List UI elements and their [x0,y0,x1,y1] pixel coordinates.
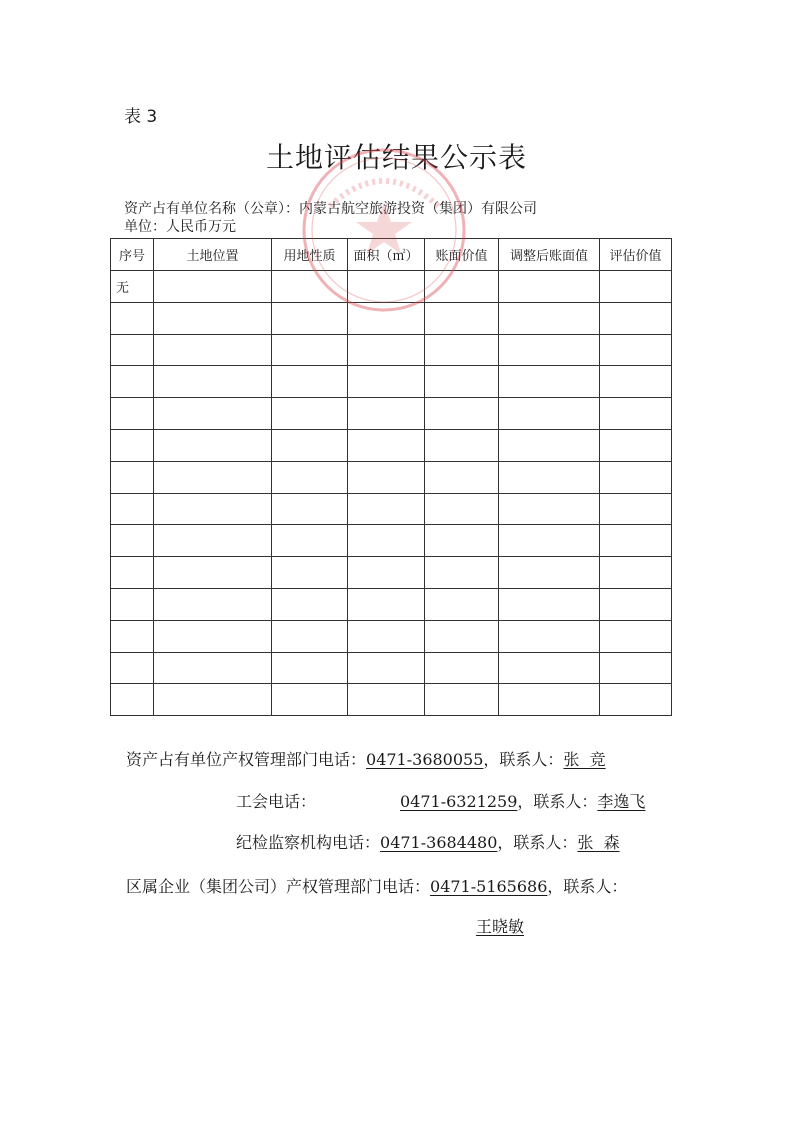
table-cell [111,684,154,716]
table-cell [111,525,154,557]
table-cell [348,588,425,620]
table-cell [425,525,499,557]
contact-separator: ，联系人： [497,833,578,852]
table-cell [600,652,672,684]
table-cell [111,588,154,620]
table-cell [154,271,272,303]
table-row [111,525,672,557]
table-cell [348,652,425,684]
table-cell: 无 [111,271,154,303]
contact-person: 王晓敏 [476,917,525,936]
table-row [111,588,672,620]
contact-separator: ，联系人： [483,750,564,769]
table-cell [348,366,425,398]
col-header-area: 面积（㎡） [348,239,425,271]
table-cell [154,366,272,398]
col-header-index: 序号 [111,239,154,271]
table-row [111,302,672,334]
table-cell [425,684,499,716]
contact-label: 资产占有单位产权管理部门电话： [126,750,367,769]
table-cell [600,461,672,493]
table-cell [425,461,499,493]
table-cell [348,334,425,366]
table-cell [600,525,672,557]
table-cell [499,429,600,461]
table-cell [272,334,348,366]
table-cell [600,620,672,652]
table-cell [111,493,154,525]
table-cell [111,429,154,461]
table-cell [111,366,154,398]
contact-discipline [236,830,620,853]
contact-person: 李逸飞 [597,792,646,811]
table-cell [154,398,272,430]
table-cell [425,429,499,461]
table-cell [600,302,672,334]
table-cell [499,557,600,589]
contact-phone: 0471-3680055 [366,750,484,769]
table-cell [425,366,499,398]
table-cell [272,652,348,684]
table-cell [154,620,272,652]
table-cell [425,334,499,366]
contact-separator: ，联系人： [547,877,628,896]
contact-phone: 0471-5165686 [430,877,548,896]
table-row [111,557,672,589]
table-cell [499,302,600,334]
table-cell [499,620,600,652]
table-body [111,271,672,716]
land-appraisal-table [110,238,672,716]
table-cell [425,302,499,334]
table-cell [348,557,425,589]
table-row [111,493,672,525]
table-cell [348,684,425,716]
table-cell [154,461,272,493]
table-cell [600,429,672,461]
table-cell [425,620,499,652]
table-cell [272,398,348,430]
table-cell [425,652,499,684]
table-cell [154,684,272,716]
table-cell [348,271,425,303]
table-row [111,652,672,684]
contact-label: 纪检监察机构电话： [236,833,381,852]
table-cell [499,461,600,493]
table-cell [499,334,600,366]
contact-person: 张 森 [577,833,620,852]
contact-phone: 0471-6321259 [400,792,518,811]
contact-property-dept [126,747,606,770]
table-cell [499,684,600,716]
table-header-row [111,239,672,271]
table-cell [111,557,154,589]
table-cell [499,398,600,430]
table-cell [425,398,499,430]
table-cell [348,461,425,493]
table-cell [154,652,272,684]
table-cell [154,525,272,557]
table-cell [111,652,154,684]
table-cell [348,429,425,461]
table-cell [111,334,154,366]
table-cell [425,557,499,589]
table-row [111,429,672,461]
document-title: 土地评估结果公示表 [265,141,527,174]
contact-union [236,789,646,812]
table-cell [499,271,600,303]
table-cell [154,334,272,366]
table-cell [154,557,272,589]
table-cell [499,366,600,398]
table-cell [272,429,348,461]
contact-district-person-line [476,914,524,937]
table-cell [272,525,348,557]
owner-line [124,198,537,218]
table-cell [348,398,425,430]
table-cell [348,620,425,652]
table-row [111,684,672,716]
table-cell [272,493,348,525]
table-cell [600,271,672,303]
table-cell [272,620,348,652]
table-cell [425,271,499,303]
unit-line: 单位：人民币万元 [124,219,236,235]
table-cell [111,461,154,493]
table-cell [272,557,348,589]
table-cell [425,588,499,620]
contact-person: 张 竞 [563,750,606,769]
table-cell [272,684,348,716]
table-cell [348,525,425,557]
table-cell [154,302,272,334]
table-cell [600,398,672,430]
table-cell [600,493,672,525]
table-cell [600,557,672,589]
contact-separator: ，联系人： [517,792,598,811]
table-cell [348,302,425,334]
table-cell [348,493,425,525]
table-cell [425,493,499,525]
table-cell [272,366,348,398]
table-cell [272,302,348,334]
table-row [111,461,672,493]
table-cell [154,429,272,461]
table-row [111,366,672,398]
table-cell [111,398,154,430]
contact-phone: 0471-3684480 [380,833,498,852]
table-cell [272,271,348,303]
table-row [111,334,672,366]
col-header-book-value: 账面价值 [425,239,499,271]
table-cell [499,652,600,684]
table-row [111,620,672,652]
table-cell [154,493,272,525]
contact-district [126,874,627,897]
col-header-land-use: 用地性质 [272,239,348,271]
table-cell [600,588,672,620]
table-row [111,271,672,303]
contact-label: 工会电话： [236,792,317,811]
table-cell [499,525,600,557]
table-number-label: 表 3 [124,107,158,127]
owner-name: 内蒙古航空旅游投资（集团）有限公司 [299,201,537,217]
col-header-adjusted-book-value: 调整后账面值 [499,239,600,271]
table-cell [499,588,600,620]
contact-label: 区属企业（集团公司）产权管理部门电话： [126,877,431,896]
table-row [111,398,672,430]
table-cell [111,620,154,652]
table-cell [600,366,672,398]
table-cell [499,493,600,525]
col-header-appraised-value: 评估价值 [600,239,672,271]
owner-label: 资产占有单位名称（公章）： [124,201,299,217]
table-cell [272,588,348,620]
table-cell [111,302,154,334]
table-cell [154,588,272,620]
col-header-location: 土地位置 [154,239,272,271]
table-cell [272,461,348,493]
table-cell [600,334,672,366]
table-cell [600,684,672,716]
